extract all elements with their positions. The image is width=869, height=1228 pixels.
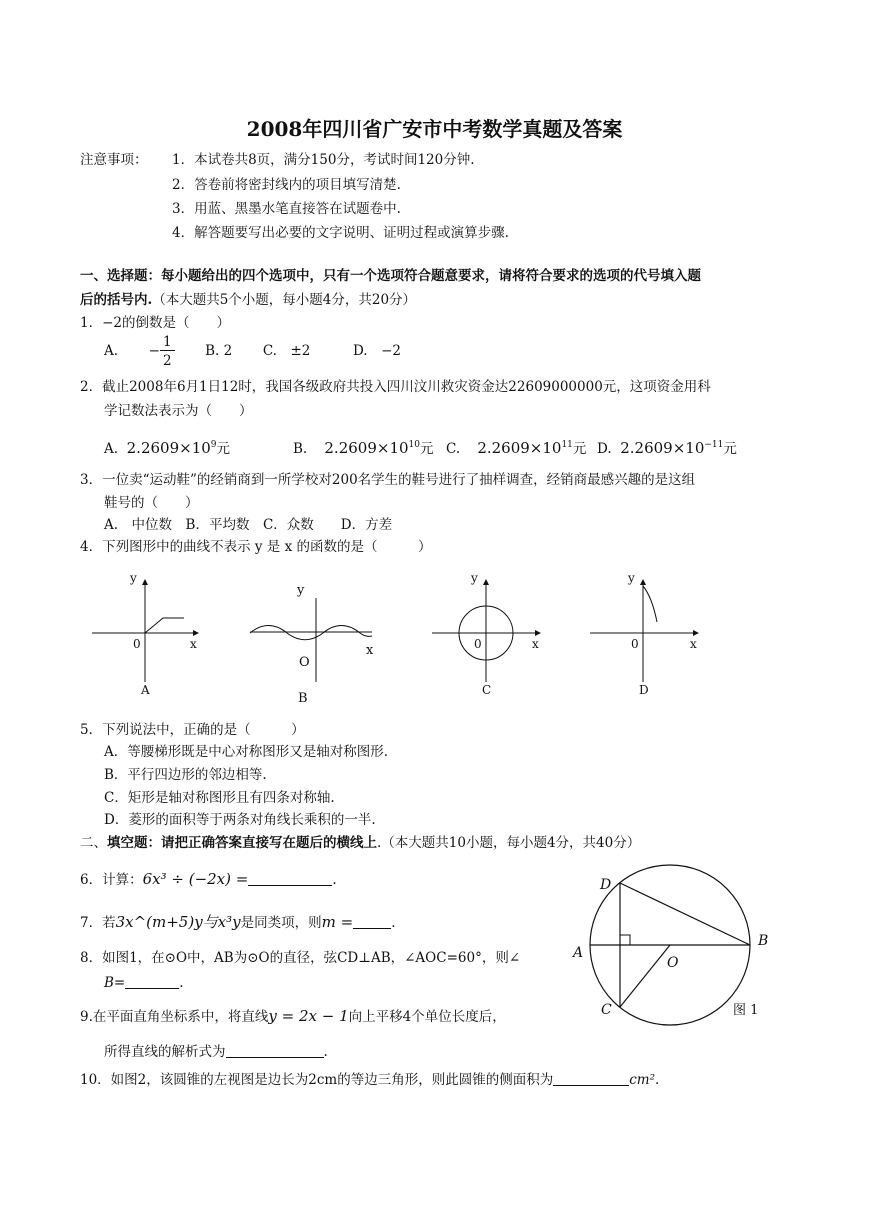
q7-end: . <box>391 915 396 931</box>
q3-stem: 3．一位卖“运动鞋”的经销商到一所学校对200名学生的鞋号进行了抽样调查，经销商最感兴趣的是这组 <box>80 472 696 488</box>
notes-label: 注意事项： <box>80 152 148 168</box>
graph-b-y-label: y <box>297 583 305 598</box>
q9-end: . <box>323 1044 328 1060</box>
q9-answer-blank[interactable] <box>226 1044 324 1058</box>
q2-exponent: 11 <box>561 440 573 450</box>
section2-note: .（本大题共10小题，每小题4分，共40分） <box>377 835 641 851</box>
graph-b-x-label: x <box>366 643 374 658</box>
section1-heading-end: 后的括号内. <box>80 292 153 308</box>
graph-d-label: D <box>639 683 649 697</box>
q2-unit: 元 <box>572 441 587 457</box>
q3-options: A. 中位数 B．平均数 C．众数 D．方差 <box>104 517 393 533</box>
fraction-numerator: 1 <box>160 335 175 351</box>
q6-expression: 6x³ ÷ (−2x) = <box>142 870 249 888</box>
q8-line1: 8．如图1，在⊙O中，AB为⊙O的直径，弦CD⊥AB，∠AOC=60°，则∠ <box>80 950 521 966</box>
q7 <box>80 915 396 931</box>
q2-mantissa: 2.2609×10 <box>477 439 562 457</box>
graph-c-origin-label: 0 <box>474 637 482 651</box>
q1-option-d: D. −2 <box>352 342 402 359</box>
q9-line1 <box>80 1009 506 1025</box>
q4-stem: 4．下列图形中的曲线不表示 y 是 x 的函数的是（ ） <box>80 539 432 555</box>
q1-option-b: B. 2 <box>205 342 233 359</box>
q5-stem: 5．下列说法中，正确的是（ ） <box>80 722 305 738</box>
figure-1 <box>570 860 770 1030</box>
q9-prefix: 9.在平面直角坐标系中，将直线 <box>80 1009 269 1025</box>
q8-prompt: B= <box>104 975 126 991</box>
q10-text: 10．如图2，该圆锥的左视图是边长为2cm的等边三角形，则此圆锥的侧面积为 <box>80 1072 554 1088</box>
q1-options <box>104 335 401 368</box>
q10-answer-blank[interactable] <box>553 1072 629 1086</box>
q2-option-b <box>293 441 433 457</box>
graph-b-label: B <box>298 691 308 706</box>
graph-a-y-label: y <box>130 571 137 585</box>
q4-graphs <box>0 560 869 710</box>
q2-stem-line2: 学记数法表示为（ ） <box>104 403 253 419</box>
q2-exponent: 10 <box>408 440 420 450</box>
q7-middle: 是同类项，则 <box>240 915 322 931</box>
q6-end: . <box>332 872 337 888</box>
q9-line2 <box>104 1044 328 1060</box>
q2-mantissa: 2.2609×10 <box>324 439 409 457</box>
q2-mantissa: 2.2609×10 <box>620 439 705 457</box>
page-title: 2008年四川省广安市中考数学真题及答案 <box>246 117 623 141</box>
q5-option: D．菱形的面积等于两条对角线长乘积的一半. <box>104 812 376 828</box>
section1-note: （本大题共5个小题，每小题4分，共20分） <box>152 292 417 308</box>
q10-unit: cm². <box>629 1072 660 1088</box>
q5-option: B．平行四边形的邻边相等. <box>104 767 267 783</box>
q2-stem: 2．截止2008年6月1日12时，我国各级政府共投入四川汶川救灾资金达22609000000元，这项资金用科 <box>80 379 711 395</box>
q2-option-c-label: C. <box>446 441 461 457</box>
figure-1-point-a: A <box>573 945 584 961</box>
figure-1-point-o: O <box>667 955 679 971</box>
q9-prompt: 所得直线的解析式为 <box>104 1044 226 1060</box>
q9-expression: y = 2x − 1 <box>268 1007 349 1025</box>
q2-unit: 元 <box>419 441 434 457</box>
q9-suffix: 向上平移4个单位长度后， <box>348 1009 506 1025</box>
q8-answer-blank[interactable] <box>125 975 179 989</box>
figure-1-point-c: C <box>601 1002 612 1018</box>
figure-1-point-d: D <box>600 877 612 893</box>
q1-option-a-fraction <box>160 335 175 368</box>
graph-d-x-label: x <box>690 637 697 651</box>
q8-line2 <box>104 975 184 991</box>
q2-exponent: 9 <box>210 440 217 450</box>
section1-heading: 一、选择题：每小题给出的四个选项中，只有一个选项符合题意要求，请将符合要求的选项的代号填入题 <box>80 268 701 284</box>
q1-option-c: C. ±2 <box>262 342 311 359</box>
q7-answer-blank[interactable] <box>353 915 391 929</box>
graph-c-label: C <box>482 683 492 697</box>
note-item: 3．用蓝、黑墨水笔直接答在试题卷中. <box>172 201 401 217</box>
q2-option-d <box>597 441 737 457</box>
q2-option-a <box>104 441 230 457</box>
section1-heading-line2 <box>80 294 416 308</box>
section2-title: 填空题：请把正确答案直接写在题后的横线上 <box>107 835 377 851</box>
q1-option-a-sign: − <box>148 342 160 359</box>
q8-end: . <box>179 975 184 991</box>
q2-option-b-label: B. <box>293 441 308 457</box>
q6-answer-blank[interactable] <box>248 872 332 886</box>
q5-option: C．矩形是轴对称图形且有四条对称轴. <box>104 790 335 806</box>
graph-a-x-label: x <box>190 637 197 651</box>
q7-expression: 3x^(m+5)y与x³y <box>115 913 241 931</box>
graph-d-y-label: y <box>628 571 635 585</box>
fraction-denominator: 2 <box>162 353 172 370</box>
q2-option-c <box>446 441 586 457</box>
graph-b-origin-label: O <box>299 655 310 670</box>
note-item: 4．解答题要写出必要的文字说明、证明过程或演算步骤. <box>172 225 509 241</box>
figure-1-label: 图 1 <box>733 1003 759 1018</box>
section2-heading <box>80 837 640 851</box>
q7-stem: 7．若 <box>80 915 116 931</box>
graph-a-label: A <box>141 683 150 697</box>
graph-c-x-label: x <box>532 637 539 651</box>
q7-variable: m = <box>321 913 354 931</box>
q2-mantissa: 2.2609×10 <box>126 439 211 457</box>
q2-exponent: −11 <box>704 440 724 450</box>
q5-option: A．等腰梯形既是中心对称图形又是轴对称图形. <box>104 744 389 760</box>
graph-a-origin-label: 0 <box>133 637 141 651</box>
section2-prefix: 二、 <box>80 835 107 851</box>
graph-d-origin-label: 0 <box>631 637 639 651</box>
q1-option-a-label: A. <box>104 343 119 360</box>
q10 <box>80 1072 659 1088</box>
q2-unit: 元 <box>216 441 231 457</box>
note-item: 2．答卷前将密封线内的项目填写清楚. <box>172 177 401 193</box>
q3-stem-line2: 鞋号的（ ） <box>104 495 199 511</box>
q2-option-a-label: A. <box>104 441 119 457</box>
q6 <box>80 872 337 888</box>
graph-c-y-label: y <box>471 571 478 585</box>
q1-stem: 1．−2的倒数是（ ） <box>80 315 230 331</box>
figure-1-point-b: B <box>758 933 769 949</box>
q2-unit: 元 <box>723 441 737 457</box>
note-item: 1．本试卷共8页，满分150分，考试时间120分钟. <box>172 152 475 168</box>
q2-option-d-label: D. <box>597 441 612 457</box>
q6-stem: 6．计算： <box>80 872 143 888</box>
